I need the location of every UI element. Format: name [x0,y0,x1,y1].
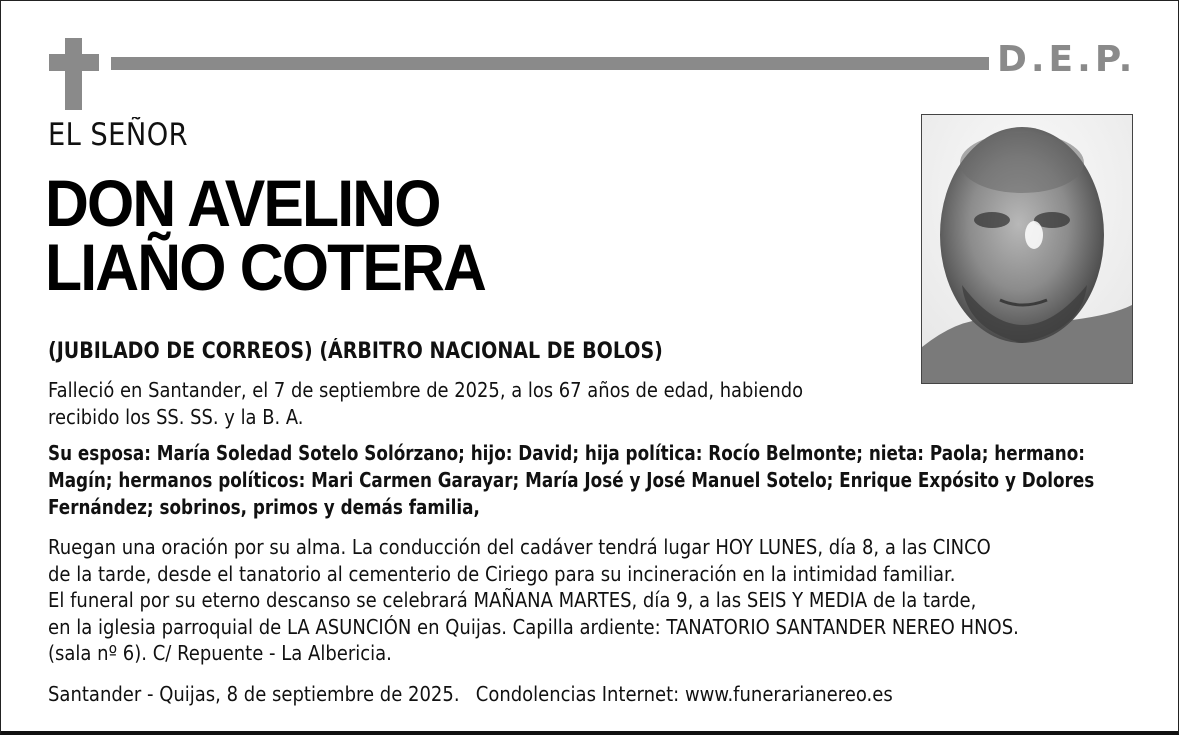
ceremony-line: de la tarde, desde el tanatorio al cementerio de Ciriego para su incineración en la intimidad familiar. [48,561,956,586]
family-line: Fernández; sobrinos, primos y demás familia, [48,495,480,519]
dep-label: D.E.P. [997,39,1137,80]
header-rule [111,57,989,70]
death-notice [48,377,803,430]
family-line: Su esposa: María Soledad Sotelo Solórzano; hijo: David; hija política: Rocío Belmonte; nieta: Paola; hermano: [48,441,1085,465]
honorific: EL SEÑOR [48,117,189,153]
deceased-name [45,166,486,304]
place-date: Santander - Quijas, 8 de septiembre de 2025. [48,682,460,706]
cross-icon [49,38,99,110]
death-notice-line: recibido los SS. SS. y la B. A. [48,404,304,429]
ceremony-details [48,534,1019,667]
ceremony-line: Ruegan una oración por su alma. La conducción del cadáver tendrá lugar HOY LUNES, día 8, a las CINCO [48,535,991,559]
family-line: Magín; hermanos políticos: Mari Carmen Garayar; María José y José Manuel Sotelo; Enrique Expósito y Dolores [48,468,1095,492]
footer [48,681,893,708]
condolences-link[interactable]: Condolencias Internet: www.funerarianereo.es [475,682,893,706]
ceremony-line: en la iglesia parroquial de LA ASUNCIÓN en Quijas. Capilla ardiente: TANATORIO SANTANDER NEREO HNOS. [48,614,1019,639]
portrait-photo [921,114,1133,384]
ceremony-line: El funeral por su eterno descanso se celebrará MAÑANA MARTES, día 9, a las SEIS Y MEDIA de la tarde, [48,588,977,612]
family-list [48,440,1094,521]
death-notice-line: Falleció en Santander, el 7 de septiembre de 2025, a los 67 años de edad, habiendo [48,378,804,402]
ceremony-line: (sala nº 6). C/ Repuente - La Albericia. [48,641,392,665]
name-line-2: LIAÑO COTERA [45,230,486,304]
name-line-1: DON AVELINO [45,166,440,240]
deceased-titles: (JUBILADO DE CORREOS) (ÁRBITRO NACIONAL DE BOLOS) [48,339,663,364]
